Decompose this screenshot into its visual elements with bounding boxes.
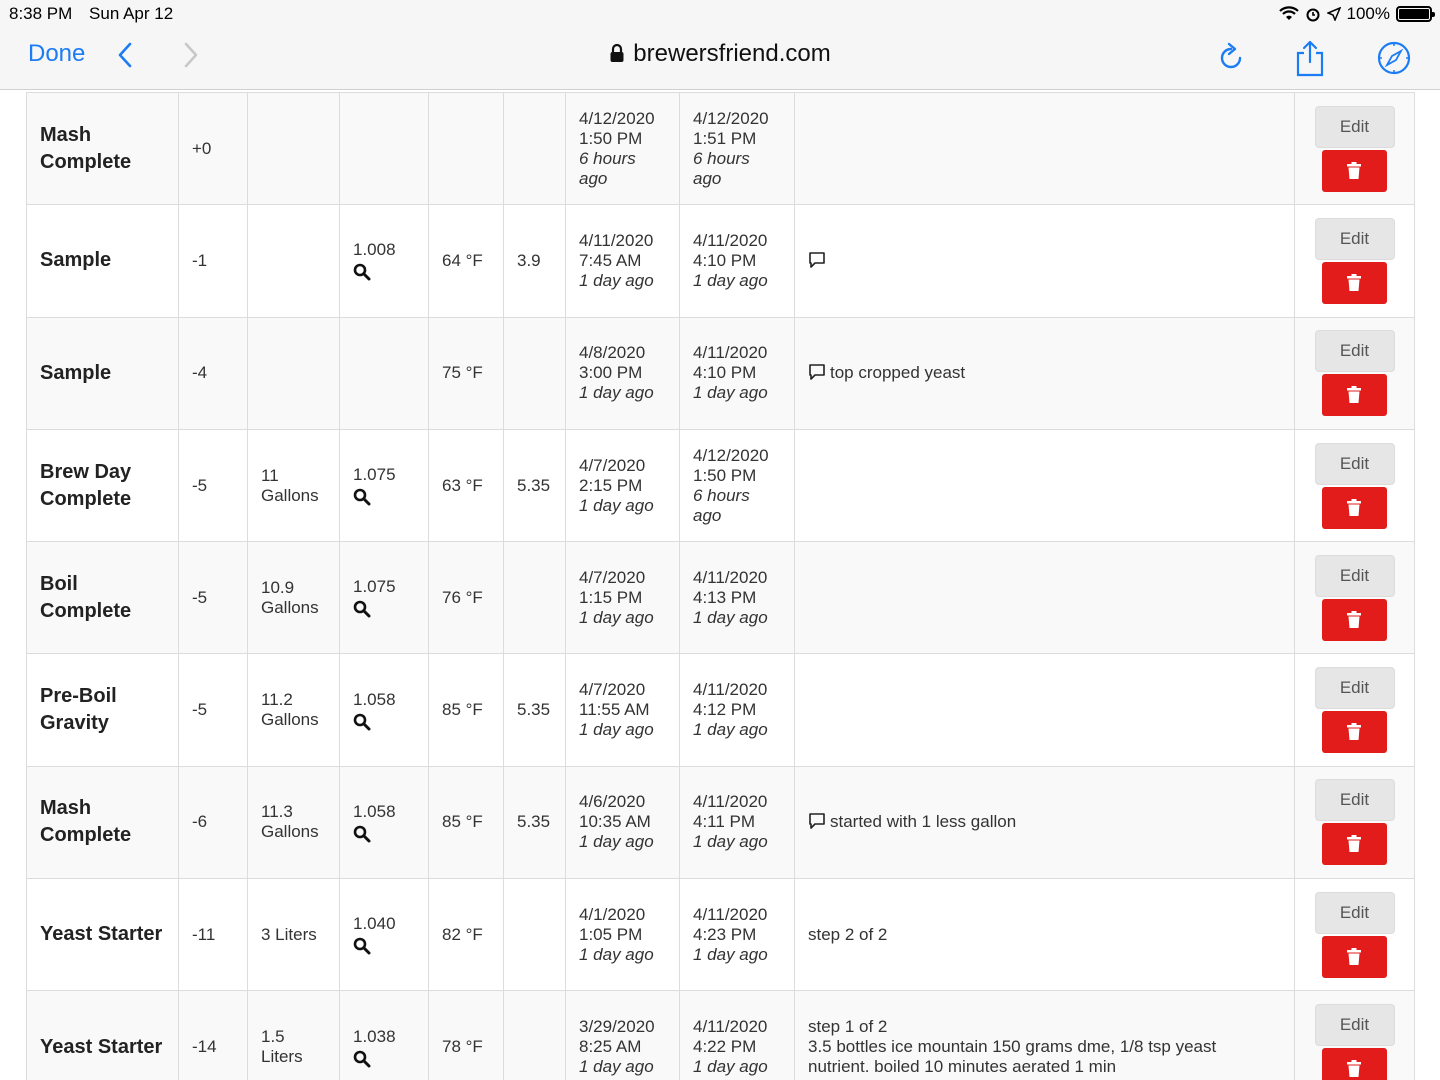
gravity-value: 1.058 bbox=[353, 689, 396, 709]
event-datetime bbox=[566, 317, 680, 429]
days-offset: -14 bbox=[179, 991, 248, 1080]
event-name: Mash Complete bbox=[27, 766, 179, 878]
event-name: Yeast Starter bbox=[27, 991, 179, 1080]
days-offset: -6 bbox=[179, 766, 248, 878]
event-name: Yeast Starter bbox=[27, 879, 179, 991]
comment-icon bbox=[808, 812, 826, 830]
comment-icon bbox=[808, 251, 826, 269]
gravity-value: 1.038 bbox=[353, 1026, 396, 1046]
comment-cell bbox=[795, 766, 1295, 878]
magnify-icon[interactable] bbox=[353, 600, 371, 618]
volume bbox=[248, 317, 340, 429]
updated-datetime bbox=[680, 205, 795, 317]
trash-icon bbox=[1346, 386, 1362, 404]
event-name: Sample bbox=[27, 317, 179, 429]
edit-button[interactable]: Edit bbox=[1315, 218, 1395, 260]
updated-date: 4/12/2020 bbox=[693, 108, 769, 128]
event-name: Brew Day Complete bbox=[27, 429, 179, 541]
updated-ago: 1 day ago bbox=[693, 944, 768, 964]
updated-datetime bbox=[680, 879, 795, 991]
comment-text: step 2 of 2 bbox=[808, 924, 888, 944]
volume bbox=[248, 93, 340, 205]
event-time: 10:35 AM bbox=[579, 812, 651, 832]
volume: 1.5 Liters bbox=[248, 991, 340, 1080]
edit-button[interactable]: Edit bbox=[1315, 443, 1395, 485]
url-text: brewersfriend.com bbox=[633, 40, 831, 67]
ph-value bbox=[504, 879, 566, 991]
delete-button[interactable] bbox=[1322, 487, 1387, 529]
comment-cell bbox=[795, 991, 1295, 1080]
temperature: 75 °F bbox=[429, 317, 504, 429]
gravity-value: 1.075 bbox=[353, 577, 396, 597]
row-actions bbox=[1295, 93, 1415, 205]
table-row bbox=[27, 317, 1415, 429]
trash-icon bbox=[1346, 835, 1362, 853]
updated-date: 4/11/2020 bbox=[693, 343, 768, 363]
days-offset: -5 bbox=[179, 654, 248, 766]
days-offset: -4 bbox=[179, 317, 248, 429]
updated-ago: 6 hours ago bbox=[693, 485, 750, 525]
gravity-cell bbox=[340, 317, 429, 429]
temperature: 82 °F bbox=[429, 879, 504, 991]
trash-icon bbox=[1346, 1060, 1362, 1078]
updated-ago: 1 day ago bbox=[693, 832, 768, 852]
updated-datetime bbox=[680, 654, 795, 766]
updated-date: 4/11/2020 bbox=[693, 792, 768, 812]
days-offset: -1 bbox=[179, 205, 248, 317]
event-datetime bbox=[566, 654, 680, 766]
table-row bbox=[27, 879, 1415, 991]
event-time: 7:45 AM bbox=[579, 250, 642, 270]
comment-text: step 1 of 2 3.5 bottles ice mountain 150 grams dme, 1/8 tsp yeast nutrient. boiled 10 minutes aerated 1 min bbox=[808, 1017, 1217, 1077]
updated-time: 1:50 PM bbox=[693, 465, 757, 485]
comment-cell bbox=[795, 542, 1295, 654]
comment-icon bbox=[808, 363, 826, 381]
comment-cell bbox=[795, 654, 1295, 766]
days-offset: -5 bbox=[179, 429, 248, 541]
edit-button[interactable]: Edit bbox=[1315, 330, 1395, 372]
event-ago: 6 hours ago bbox=[579, 148, 636, 188]
ph-value bbox=[504, 542, 566, 654]
status-time-date bbox=[9, 4, 185, 24]
trash-icon bbox=[1346, 274, 1362, 292]
event-time: 11:55 AM bbox=[579, 700, 650, 720]
table-row bbox=[27, 93, 1415, 205]
temperature: 85 °F bbox=[429, 766, 504, 878]
event-time: 1:50 PM bbox=[579, 128, 643, 148]
updated-time: 4:23 PM bbox=[693, 924, 757, 944]
gravity-cell bbox=[340, 879, 429, 991]
trash-icon bbox=[1346, 499, 1362, 517]
gravity-cell bbox=[340, 654, 429, 766]
battery-percent: 100% bbox=[1346, 4, 1390, 23]
delete-button[interactable] bbox=[1322, 1048, 1387, 1080]
safari-compass-icon[interactable] bbox=[1376, 38, 1412, 78]
event-time: 1:15 PM bbox=[579, 587, 643, 607]
event-ago: 1 day ago bbox=[579, 720, 654, 740]
edit-button[interactable]: Edit bbox=[1315, 779, 1395, 821]
status-indicators bbox=[1279, 4, 1432, 24]
event-date: 4/6/2020 bbox=[579, 792, 646, 812]
event-datetime bbox=[566, 766, 680, 878]
updated-time: 4:22 PM bbox=[693, 1037, 757, 1057]
volume bbox=[248, 205, 340, 317]
event-time: 2:15 PM bbox=[579, 475, 643, 495]
event-date: 3/29/2020 bbox=[579, 1017, 655, 1037]
row-actions bbox=[1295, 991, 1415, 1080]
alarm-icon bbox=[1305, 6, 1321, 22]
updated-ago: 1 day ago bbox=[693, 720, 768, 740]
edit-button[interactable]: Edit bbox=[1315, 555, 1395, 597]
magnify-icon[interactable] bbox=[353, 1050, 371, 1068]
updated-ago: 1 day ago bbox=[693, 270, 768, 290]
share-icon[interactable] bbox=[1292, 38, 1328, 78]
event-name: Sample bbox=[27, 205, 179, 317]
gravity-cell bbox=[340, 991, 429, 1080]
updated-ago: 1 day ago bbox=[693, 383, 768, 403]
edit-button[interactable]: Edit bbox=[1315, 892, 1395, 934]
magnify-icon[interactable] bbox=[353, 263, 371, 281]
status-time: 8:38 PM bbox=[9, 4, 73, 23]
browser-nav-bar bbox=[0, 28, 1440, 90]
status-date: Sun Apr 12 bbox=[89, 4, 174, 23]
volume: 11.3 Gallons bbox=[248, 766, 340, 878]
updated-date: 4/11/2020 bbox=[693, 680, 768, 700]
updated-datetime bbox=[680, 93, 795, 205]
ph-value bbox=[504, 991, 566, 1080]
temperature: 78 °F bbox=[429, 991, 504, 1080]
row-actions bbox=[1295, 317, 1415, 429]
days-offset: +0 bbox=[179, 93, 248, 205]
location-icon bbox=[1327, 7, 1341, 21]
event-name: Pre-Boil Gravity bbox=[27, 654, 179, 766]
event-datetime bbox=[566, 429, 680, 541]
row-actions bbox=[1295, 542, 1415, 654]
gravity-cell bbox=[340, 542, 429, 654]
trash-icon bbox=[1346, 162, 1362, 180]
updated-datetime bbox=[680, 991, 795, 1080]
row-actions bbox=[1295, 429, 1415, 541]
temperature: 64 °F bbox=[429, 205, 504, 317]
updated-date: 4/12/2020 bbox=[693, 445, 769, 465]
event-date: 4/8/2020 bbox=[579, 343, 646, 363]
comment-cell bbox=[795, 429, 1295, 541]
updated-date: 4/11/2020 bbox=[693, 1017, 768, 1037]
row-actions bbox=[1295, 654, 1415, 766]
ph-value bbox=[504, 93, 566, 205]
updated-date: 4/11/2020 bbox=[693, 904, 768, 924]
table-row bbox=[27, 542, 1415, 654]
magnify-icon[interactable] bbox=[353, 825, 371, 843]
delete-button[interactable] bbox=[1322, 599, 1387, 641]
temperature: 76 °F bbox=[429, 542, 504, 654]
brew-log-table bbox=[26, 92, 1414, 1080]
updated-time: 4:10 PM bbox=[693, 250, 757, 270]
event-ago: 1 day ago bbox=[579, 832, 654, 852]
event-date: 4/7/2020 bbox=[579, 567, 646, 587]
delete-button[interactable] bbox=[1322, 823, 1387, 865]
event-ago: 1 day ago bbox=[579, 383, 654, 403]
table-row bbox=[27, 991, 1415, 1080]
table-row bbox=[27, 766, 1415, 878]
event-datetime bbox=[566, 991, 680, 1080]
event-ago: 1 day ago bbox=[579, 1057, 654, 1077]
battery-level bbox=[1399, 9, 1429, 19]
event-date: 4/7/2020 bbox=[579, 455, 646, 475]
magnify-icon[interactable] bbox=[353, 937, 371, 955]
comment-cell bbox=[795, 205, 1295, 317]
delete-button[interactable] bbox=[1322, 150, 1387, 192]
event-ago: 1 day ago bbox=[579, 607, 654, 627]
updated-date: 4/11/2020 bbox=[693, 230, 768, 250]
ph-value bbox=[504, 317, 566, 429]
wifi-icon bbox=[1279, 6, 1299, 22]
updated-ago: 1 day ago bbox=[693, 1057, 768, 1077]
battery-icon bbox=[1396, 6, 1432, 22]
gravity-cell bbox=[340, 766, 429, 878]
gravity-value: 1.040 bbox=[353, 914, 396, 934]
gravity-cell bbox=[340, 429, 429, 541]
edit-button[interactable]: Edit bbox=[1315, 106, 1395, 148]
row-actions bbox=[1295, 766, 1415, 878]
event-name: Boil Complete bbox=[27, 542, 179, 654]
edit-button[interactable]: Edit bbox=[1315, 1004, 1395, 1046]
lock-icon bbox=[609, 43, 625, 63]
event-time: 3:00 PM bbox=[579, 363, 643, 383]
event-datetime bbox=[566, 205, 680, 317]
updated-ago: 6 hours ago bbox=[693, 148, 750, 188]
delete-button[interactable] bbox=[1322, 374, 1387, 416]
gravity-value: 1.058 bbox=[353, 801, 396, 821]
trash-icon bbox=[1346, 611, 1362, 629]
event-datetime bbox=[566, 542, 680, 654]
comment-cell bbox=[795, 93, 1295, 205]
table-row bbox=[27, 429, 1415, 541]
updated-datetime bbox=[680, 766, 795, 878]
volume: 3 Liters bbox=[248, 879, 340, 991]
event-date: 4/12/2020 bbox=[579, 108, 655, 128]
table-row bbox=[27, 654, 1415, 766]
temperature bbox=[429, 93, 504, 205]
updated-time: 4:13 PM bbox=[693, 587, 757, 607]
table-row bbox=[27, 205, 1415, 317]
event-datetime bbox=[566, 879, 680, 991]
ph-value: 5.35 bbox=[504, 429, 566, 541]
volume: 11 Gallons bbox=[248, 429, 340, 541]
done-button[interactable]: Done bbox=[28, 40, 86, 67]
reload-icon[interactable] bbox=[1213, 38, 1249, 78]
comment-cell bbox=[795, 879, 1295, 991]
magnify-icon[interactable] bbox=[353, 488, 371, 506]
status-bar bbox=[0, 0, 1440, 28]
ph-value: 5.35 bbox=[504, 766, 566, 878]
comment-cell bbox=[795, 317, 1295, 429]
updated-time: 4:12 PM bbox=[693, 700, 757, 720]
edit-button[interactable]: Edit bbox=[1315, 667, 1395, 709]
delete-button[interactable] bbox=[1322, 711, 1387, 753]
updated-datetime bbox=[680, 542, 795, 654]
magnify-icon[interactable] bbox=[353, 713, 371, 731]
ph-value: 5.35 bbox=[504, 654, 566, 766]
delete-button[interactable] bbox=[1322, 936, 1387, 978]
event-date: 4/7/2020 bbox=[579, 680, 646, 700]
row-actions bbox=[1295, 879, 1415, 991]
updated-time: 4:11 PM bbox=[693, 812, 756, 832]
gravity-value: 1.075 bbox=[353, 465, 396, 485]
temperature: 63 °F bbox=[429, 429, 504, 541]
days-offset: -5 bbox=[179, 542, 248, 654]
days-offset: -11 bbox=[179, 879, 248, 991]
updated-ago: 1 day ago bbox=[693, 607, 768, 627]
updated-date: 4/11/2020 bbox=[693, 567, 768, 587]
trash-icon bbox=[1346, 723, 1362, 741]
event-date: 4/1/2020 bbox=[579, 904, 646, 924]
comment-text: started with 1 less gallon bbox=[830, 812, 1017, 832]
updated-datetime bbox=[680, 429, 795, 541]
delete-button[interactable] bbox=[1322, 262, 1387, 304]
gravity-cell bbox=[340, 205, 429, 317]
event-ago: 1 day ago bbox=[579, 495, 654, 515]
ph-value: 3.9 bbox=[504, 205, 566, 317]
gravity-value: 1.008 bbox=[353, 240, 396, 260]
updated-time: 4:10 PM bbox=[693, 363, 757, 383]
event-name: Mash Complete bbox=[27, 93, 179, 205]
updated-time: 1:51 PM bbox=[693, 128, 757, 148]
event-time: 1:05 PM bbox=[579, 924, 643, 944]
event-ago: 1 day ago bbox=[579, 270, 654, 290]
event-ago: 1 day ago bbox=[579, 944, 654, 964]
comment-text: top cropped yeast bbox=[830, 363, 966, 383]
gravity-cell bbox=[340, 93, 429, 205]
updated-datetime bbox=[680, 317, 795, 429]
volume: 11.2 Gallons bbox=[248, 654, 340, 766]
temperature: 85 °F bbox=[429, 654, 504, 766]
event-date: 4/11/2020 bbox=[579, 230, 654, 250]
trash-icon bbox=[1346, 948, 1362, 966]
row-actions bbox=[1295, 205, 1415, 317]
event-datetime bbox=[566, 93, 680, 205]
volume: 10.9 Gallons bbox=[248, 542, 340, 654]
event-time: 8:25 AM bbox=[579, 1037, 642, 1057]
